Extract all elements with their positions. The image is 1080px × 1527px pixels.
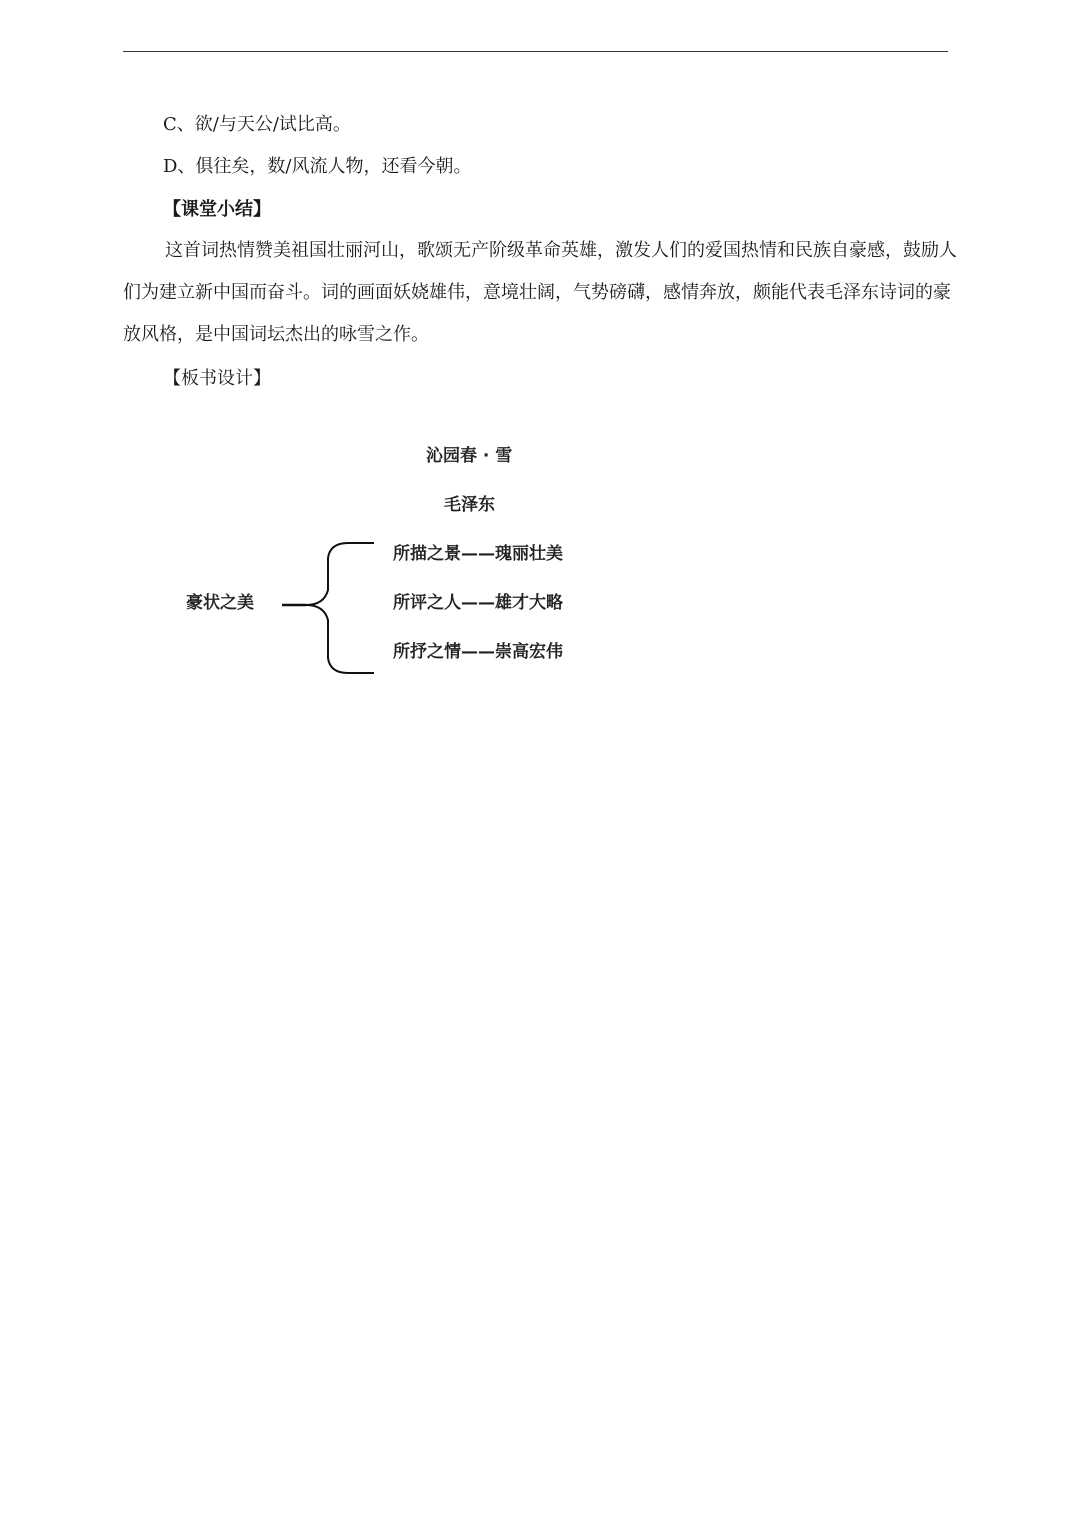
board-heading: 【板书设计】: [163, 368, 271, 389]
option-d: D、俱往矣，数/风流人物，还看今朝。: [163, 156, 472, 177]
board-title: 沁园春 · 雪: [426, 446, 513, 466]
summary-heading: 【课堂小结】: [163, 199, 271, 220]
board-branch: 所抒之情——崇高宏伟: [393, 642, 563, 662]
summary-paragraph: 这首词热情赞美祖国壮丽河山，歌颂无产阶级革命英雄，激发人们的爱国热情和民族自豪感，鼓励人们为建立新中国而奋斗。词的画面妖娆雄伟，意境壮阔，气势磅礴，感情奔放，颇能代表毛泽东诗词的豪放风格，是中国词坛杰出的咏雪之作。: [123, 240, 957, 345]
board-branch: 所评之人——雄才大略: [393, 593, 563, 613]
board-author: 毛泽东: [444, 495, 495, 515]
brace-connector: [278, 540, 378, 680]
board-branch: 所描之景——瑰丽壮美: [393, 544, 563, 564]
option-c: C、欲/与天公/试比高。: [163, 114, 351, 135]
header-rule: [123, 51, 948, 52]
board-root: 豪状之美: [186, 593, 254, 613]
